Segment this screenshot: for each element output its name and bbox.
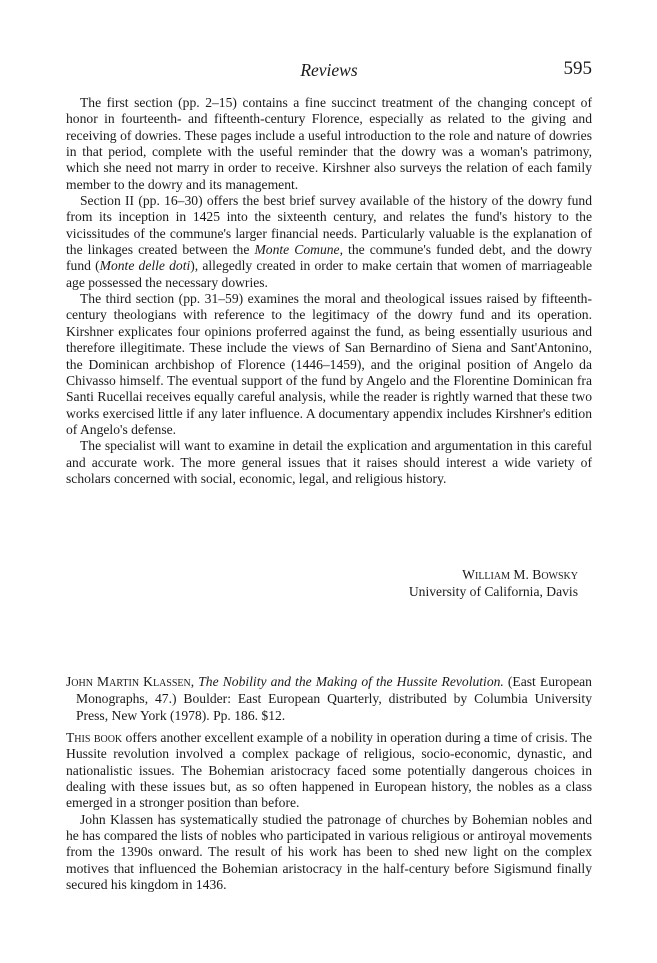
book-citation	[66, 673, 592, 724]
review-paragraph	[66, 193, 592, 291]
running-title: Reviews	[300, 60, 358, 80]
book-details: (East European Monographs, 47.) Boulder: East European Quarterly, distributed by Columbia University Press, New York (1978). Pp. 186. $12.	[76, 674, 592, 723]
text-run: The first section (pp. 2–15) contains a fine succinct treatment of the changing concept of honor in fourteenth- and fifteenth-century Florence, especially as related to the giving and receiving of dowries. These pages include a useful introduction to the role and nature of dowries in that period, complete with the useful reminder that the dowry was a woman's patrimony, which she need not marry in order to receive. Kirshner also surveys the relation of each family member to the dowry and its management.	[66, 95, 592, 192]
italic-term-monte-comune: Monte Comune,	[254, 242, 343, 258]
page-header	[66, 58, 592, 84]
review-body-klassen	[66, 730, 592, 893]
review-paragraph	[66, 730, 592, 812]
text-run: John Klassen has systematically studied the patronage of churches by Bohemian nobles and he has compared the lists of nobles who participated in various religious or antiroyal movements from the 1390s onward. The result of his work has been to shed new light on the complex motives that influenced the Bohemian aristocracy in the half-century before Sigismund finally secured his kingdom in 1436.	[66, 811, 592, 893]
text-run: offers another excellent example of a nobility in operation during a time of crisis. The Hussite revolution involved a complex package of religious, socio-economic, dynastic, and nationalistic issues. The Bohemian aristocracy faced some potentially dangerous choices in dealing with these issues but, as so often happened in European history, the nobles as a class emerged in a stronger position than before.	[66, 730, 593, 811]
reviewer-name: William M. Bowsky	[462, 567, 578, 582]
text-run: ), allegedly created in order to make certain that women of marriageable age possessed the necessary dowries.	[66, 258, 593, 290]
review-body-bowsky	[66, 95, 592, 487]
reviewer-signature	[66, 566, 578, 600]
lead-in-words: This book	[66, 730, 123, 745]
text-run: The specialist will want to examine in detail the explication and argumentation in this careful and accurate work. The more general issues that it raises should interest a wide variety of scholars concerned with social, economic, legal, and religious history.	[66, 438, 592, 486]
review-paragraph	[66, 291, 592, 438]
text-run: Section II (pp. 16–30) offers the best brief survey available of the history of the dowry fund from its inception in 1425 into the sixteenth century, and relates the fund's history to the vicissitudes of the commune's larger financial needs. Particularly valuable is the explanation of the linkages created between the	[66, 193, 592, 258]
text-run: The third section (pp. 31–59) examines the moral and theological issues raised by fifteenth-century theologians with reference to the legitimacy of the dowry fund and its operation. Kirshner explicates four opinions proferred against the fund, as being essentially usurious and therefore illegitimate. These include the views of San Bernardino of Siena and Sant'Antonino, the Dominican archbishop of Florence (1446–1459), and the original position of Angelo da Chivasso himself. The eventual support of the fund by Angelo and the Florentine Dominican fra Santi Rucellai receives equally careful analysis, while the reader is rightly warned that these two works exercised little if any later influence. A documentary appendix includes Kirshner's edition of Angelo's defense.	[66, 291, 592, 437]
review-paragraph	[66, 812, 592, 894]
italic-term-monte-delle-doti: Monte delle doti	[99, 258, 191, 274]
book-author: John Martin Klassen,	[66, 674, 195, 689]
review-paragraph	[66, 95, 592, 193]
text-run: the commune's funded debt, and the dowry fund (	[66, 242, 592, 274]
book-title: The Nobility and the Making of the Hussite Revolution.	[198, 674, 504, 689]
page-number: 595	[563, 58, 592, 79]
review-paragraph	[66, 438, 592, 487]
reviewer-affiliation: University of California, Davis	[408, 584, 578, 599]
